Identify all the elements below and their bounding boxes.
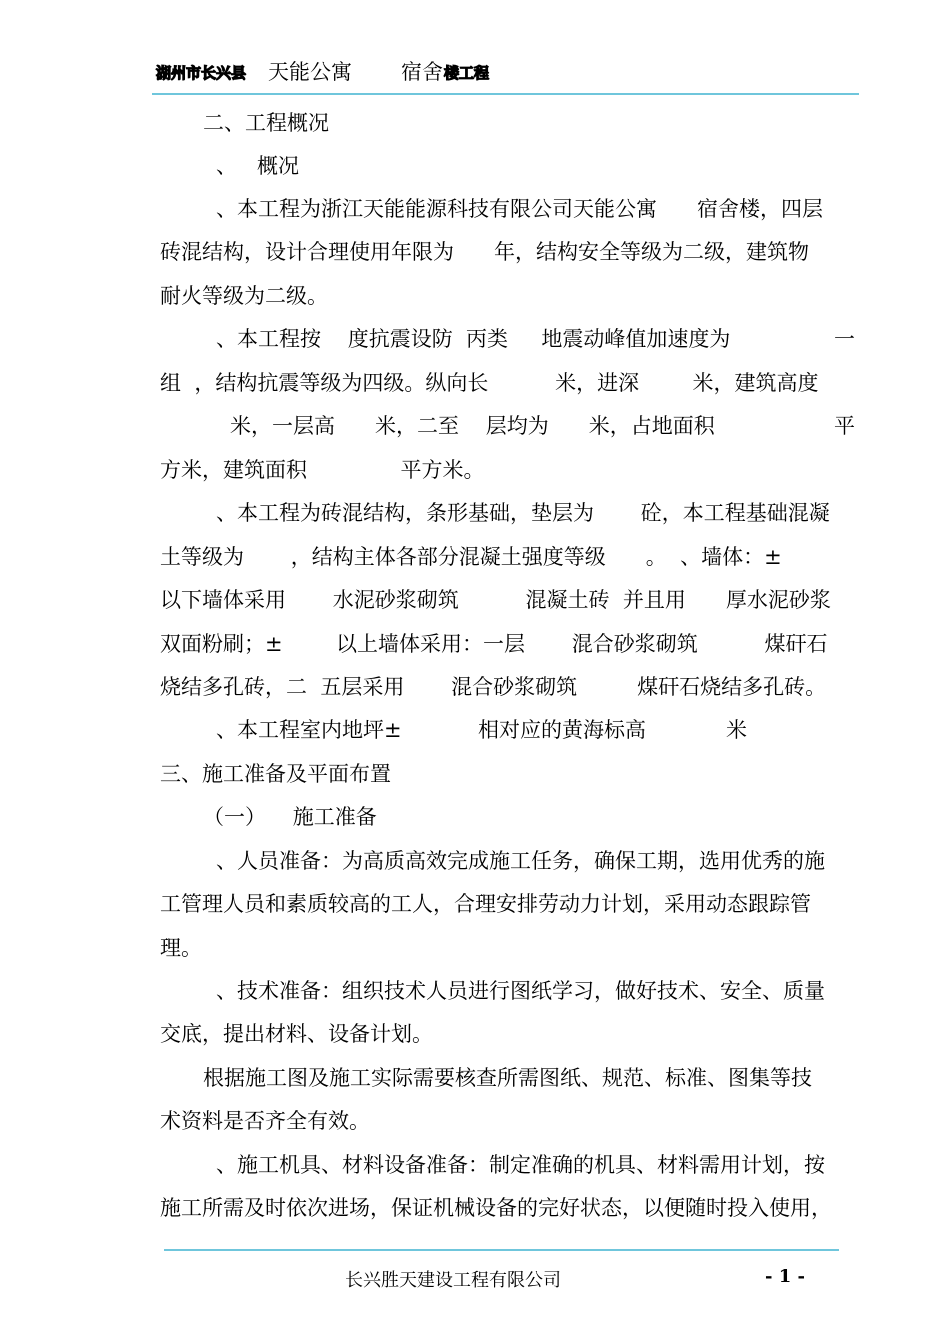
paragraph-line: 、本工程为浙江天能能源科技有限公司天能公寓 宿舍楼，四层 <box>216 197 824 221</box>
paragraph-line: 相对应的黄海标高 <box>478 718 646 742</box>
page-number: - 1 - <box>765 1266 805 1287</box>
footer-rule <box>164 1249 839 1251</box>
paragraph-line: 组 ，结构抗震等级为四级。纵向长 米，进深 米，建筑高度 <box>160 371 819 395</box>
header-location: 湖州市长兴县 <box>156 64 247 82</box>
subheading-preparation: （一） 施工准备 <box>203 805 377 829</box>
paragraph-line: 以下墙体采用 水泥砂浆砌筑 混凝土砖 并且用 厚水泥砂浆 <box>160 588 831 612</box>
paragraph-line-end: 平 <box>834 414 855 438</box>
paragraph-line: 烧结多孔砖，二 五层采用 混合砂浆砌筑 煤矸石烧结多孔砖。 <box>160 675 827 699</box>
paragraph-line: 交底，提出材料、设备计划。 <box>160 1022 433 1046</box>
header-rule <box>152 93 859 95</box>
header-building-type: 宿舍 <box>401 60 443 84</box>
footer-company: 长兴胜天建设工程有限公司 <box>345 1270 561 1291</box>
paragraph-line: 、本工程按 度抗震设防 丙类 地震动峰值加速度为 <box>216 327 731 351</box>
section-heading-preparation: 三、施工准备及平面布置 <box>160 762 391 786</box>
header-project-name: 天能公寓 <box>268 60 352 84</box>
paragraph-line: 米 <box>726 718 747 742</box>
paragraph-line: 根据施工图及施工实际需要核查所需图纸、规范、标准、图集等技 <box>203 1066 812 1090</box>
subheading-overview: 、 概况 <box>216 154 300 178</box>
paragraph-line: 土等级为 ，结构主体各部分混凝土强度等级 。 、墙体：± <box>160 545 782 569</box>
paragraph-line: 双面粉刷；± 以上墙体采用：一层 混合砂浆砌筑 煤矸石 <box>160 632 828 656</box>
paragraph-line: 、技术准备：组织技术人员进行图纸学习，做好技术、安全、质量 <box>216 979 825 1003</box>
paragraph-line: 工管理人员和素质较高的工人，合理安排劳动力计划，采用动态跟踪管 <box>160 892 811 916</box>
paragraph-line: 、施工机具、材料设备准备：制定准确的机具、材料需用计划，按 <box>216 1153 825 1177</box>
header-suffix: 楼工程 <box>444 64 490 82</box>
paragraph-line: 施工所需及时依次进场，保证机械设备的完好状态，以便随时投入使用， <box>160 1196 832 1220</box>
paragraph-line: 耐火等级为二级。 <box>160 284 328 308</box>
paragraph-line: 、本工程为砖混结构，条形基础，垫层为 砼，本工程基础混凝 <box>216 501 830 525</box>
paragraph-line: 、人员准备：为高质高效完成施工任务，确保工期，选用优秀的施 <box>216 849 825 873</box>
paragraph-line: 、本工程室内地坪± <box>216 718 402 742</box>
paragraph-line: 术资料是否齐全有效。 <box>160 1109 370 1133</box>
paragraph-line-end: 一 <box>834 327 855 351</box>
paragraph-line: 砖混结构，设计合理使用年限为 年，结构安全等级为二级，建筑物 <box>160 240 810 264</box>
paragraph-line: 方米，建筑面积 平方米。 <box>160 458 485 482</box>
section-heading-overview: 二、工程概况 <box>203 111 329 135</box>
paragraph-line: 米，一层高 米，二至 层均为 米，占地面积 <box>230 414 715 438</box>
paragraph-line: 理。 <box>160 936 202 960</box>
